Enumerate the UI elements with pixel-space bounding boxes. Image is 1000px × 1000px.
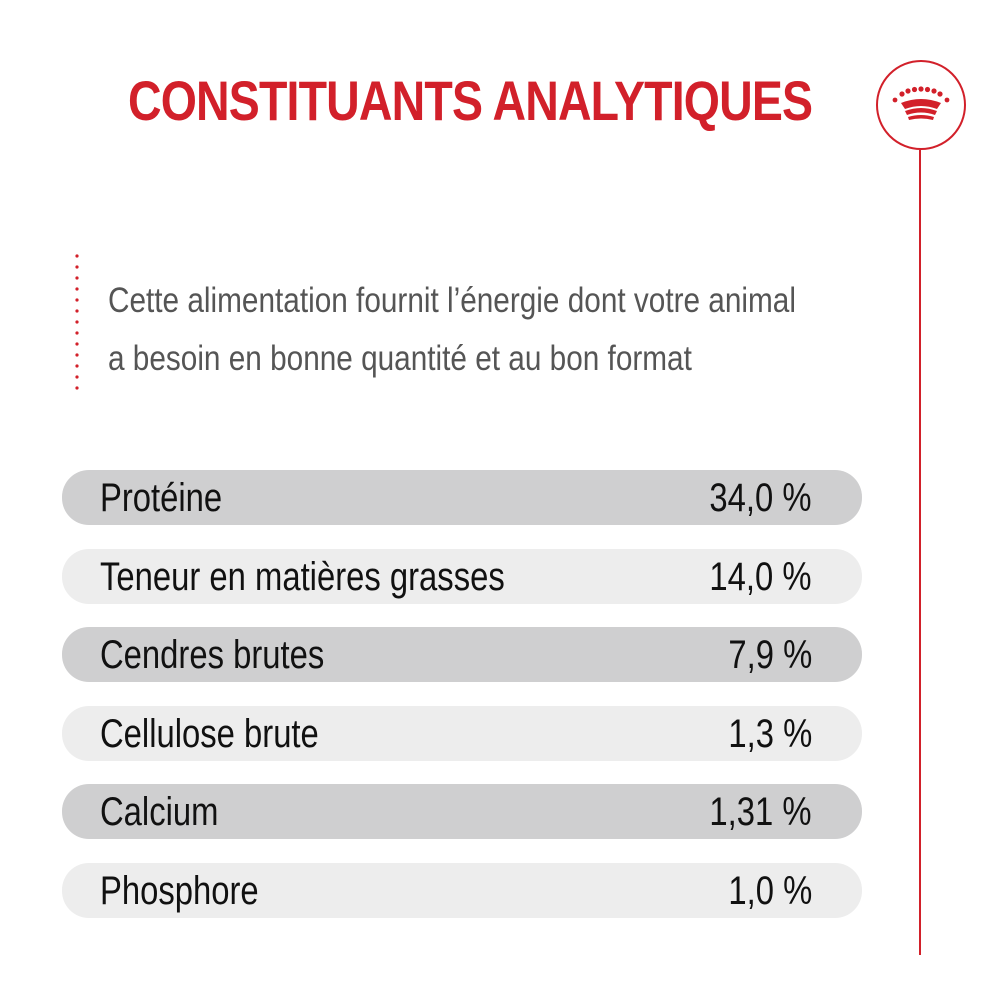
decorative-vertical-line	[919, 150, 921, 955]
nutrient-value: 14,0 %	[709, 554, 812, 599]
page-title: CONSTITUANTS ANALYTIQUES	[128, 69, 813, 132]
nutrient-label: Teneur en matières grasses	[100, 554, 505, 599]
nutrient-label: Cendres brutes	[100, 633, 325, 677]
nutrient-value: 1,31 %	[709, 790, 812, 834]
table-row	[62, 784, 862, 839]
table-row	[62, 706, 862, 761]
table-row	[62, 627, 862, 682]
intro-text	[108, 272, 796, 388]
nutrient-value: 7,9 %	[728, 633, 812, 677]
nutrient-value: 34,0 %	[709, 476, 812, 520]
dotted-divider	[74, 253, 80, 395]
nutrient-label: Phosphore	[100, 868, 259, 913]
nutrient-label: Protéine	[100, 476, 223, 520]
nutrient-value: 1,0 %	[728, 868, 812, 913]
table-row	[62, 549, 862, 604]
nutrient-table	[62, 470, 862, 941]
crown-icon	[875, 59, 967, 151]
nutrient-label: Cellulose brute	[100, 711, 319, 756]
table-row	[62, 863, 862, 918]
table-row	[62, 470, 862, 525]
intro-line-1: Cette alimentation fournit l’énergie dont votre animal	[108, 281, 796, 320]
nutrient-value: 1,3 %	[728, 711, 812, 756]
nutrient-label: Calcium	[100, 790, 219, 834]
intro-line-2: a besoin en bonne quantité et au bon format	[108, 339, 692, 378]
